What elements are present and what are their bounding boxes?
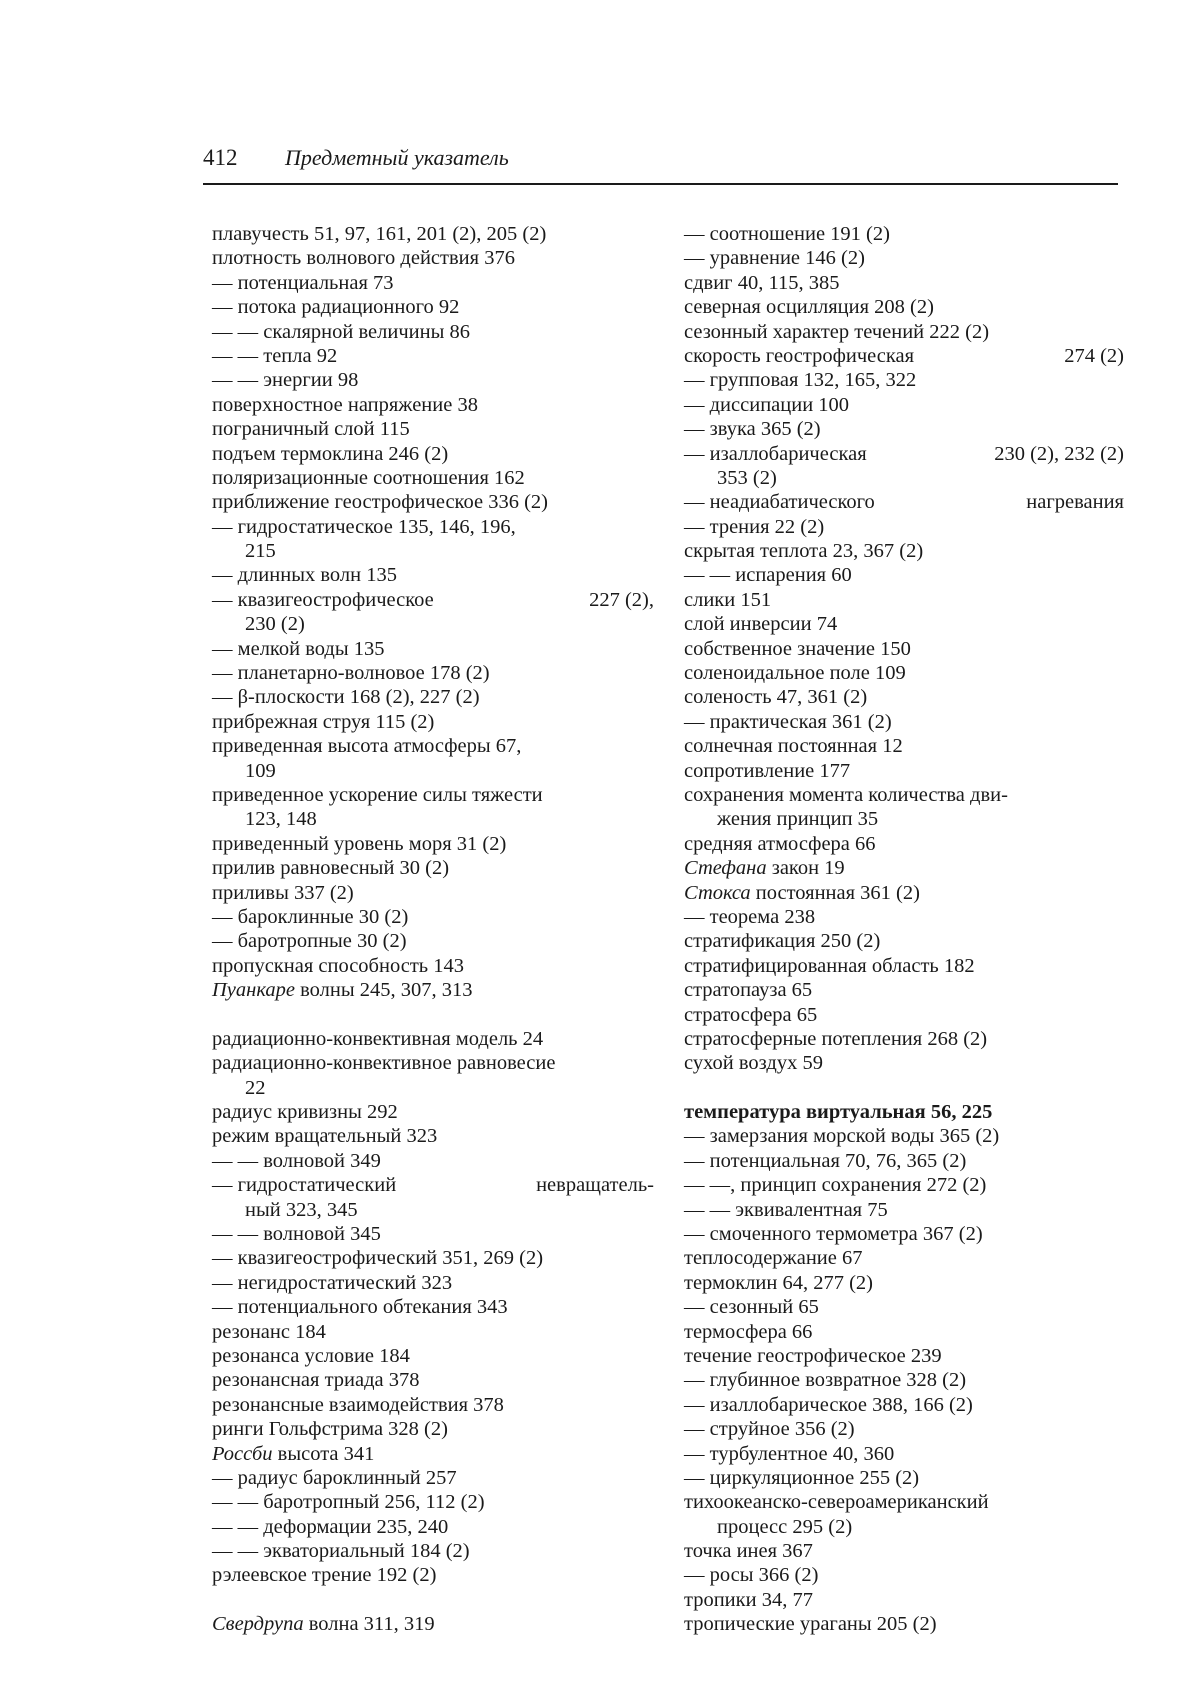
index-entry <box>212 905 654 929</box>
index-entry-text: прибрежная струя 115 (2) <box>212 710 435 733</box>
index-entry <box>684 466 1124 490</box>
index-entry-text: — — тепла 92 <box>212 344 338 367</box>
index-entry-text: стратопауза 65 <box>684 979 813 1002</box>
index-entry <box>212 1051 654 1075</box>
index-entry <box>684 685 1124 709</box>
index-entry-text: — циркуляционное 255 (2) <box>684 1466 920 1489</box>
index-entry-text: солнечная постоянная 12 <box>684 735 903 758</box>
index-entry-text: резонансная триада 378 <box>212 1369 420 1392</box>
index-entry <box>212 856 654 880</box>
index-entry <box>684 344 1124 368</box>
index-entry <box>212 783 654 807</box>
index-entry <box>684 563 1124 587</box>
index-entry-text: радиационно-конвективная модель 24 <box>212 1027 544 1050</box>
index-entry <box>212 417 654 441</box>
index-entry-text: — замерзания морской воды 365 (2) <box>684 1125 1000 1148</box>
index-entry-text: тропики 34, 77 <box>684 1588 813 1611</box>
index-entry <box>212 1515 654 1539</box>
index-entry-text: слики 151 <box>684 588 772 611</box>
index-entry <box>684 978 1124 1002</box>
index-entry-text: средняя атмосфера 66 <box>684 832 876 855</box>
index-entry <box>212 1490 654 1514</box>
index-entry <box>212 1027 654 1051</box>
index-section-gap <box>212 1588 654 1612</box>
index-entry <box>684 490 1124 514</box>
index-entry-text: стратосфера 65 <box>684 1003 818 1026</box>
index-entry <box>684 1246 1124 1270</box>
index-entry <box>212 1295 654 1319</box>
index-entry-text: приближение геострофическое 336 (2) <box>212 491 548 514</box>
index-entry-text: ринги Гольфстрима 328 (2) <box>212 1418 448 1441</box>
index-entry-text: приливы 337 (2) <box>212 881 354 904</box>
index-entry <box>684 1368 1124 1392</box>
index-entry <box>684 783 1124 807</box>
index-entry <box>212 1149 654 1173</box>
index-entry <box>212 710 654 734</box>
index-entry-text: — длинных волн 135 <box>212 564 397 587</box>
index-entry-text: пропускная способность 143 <box>212 954 464 977</box>
index-entry <box>212 1539 654 1563</box>
index-entry <box>212 320 654 344</box>
index-entry-text: подъем термоклина 246 (2) <box>212 442 449 465</box>
index-entry-part: 227 (2), <box>589 588 654 611</box>
index-entry <box>684 1344 1124 1368</box>
index-entry <box>212 1100 654 1124</box>
index-entry <box>684 1027 1124 1051</box>
index-entry <box>212 637 654 661</box>
index-entry-text: — гидростатическое 135, 146, 196, <box>212 515 516 538</box>
index-entry <box>212 466 654 490</box>
index-entry-text: соленость 47, 361 (2) <box>684 686 868 709</box>
index-entry-text: — бароклинные 30 (2) <box>212 905 409 928</box>
header-rule <box>203 183 1118 185</box>
index-entry <box>684 856 1124 880</box>
index-entry <box>212 1271 654 1295</box>
index-entry-text: — негидростатический 323 <box>212 1271 453 1294</box>
index-entry-part: 274 (2) <box>1064 344 1124 367</box>
index-entry <box>684 442 1124 466</box>
index-entry-text: волна 311, 319 <box>303 1613 435 1636</box>
index-entry <box>212 978 654 1002</box>
index-entry <box>684 1149 1124 1173</box>
index-entry-text: волны 245, 307, 313 <box>295 979 473 1002</box>
index-entry <box>212 832 654 856</box>
index-entry-text: — радиус бароклинный 257 <box>212 1466 457 1489</box>
index-entry-text: — смоченного термометра 367 (2) <box>684 1223 983 1246</box>
index-entry-name: Пуанкаре <box>212 979 296 1002</box>
index-entry-text: 22 <box>245 1076 266 1099</box>
index-entry-part: 230 (2), 232 (2) <box>994 442 1124 465</box>
index-entry <box>684 1198 1124 1222</box>
index-entry-text: теплосодержание 67 <box>684 1247 863 1270</box>
index-entry <box>684 271 1124 295</box>
index-entry-text: приведенное ускорение силы тяжести <box>212 783 543 806</box>
index-entry-text: — струйное 356 (2) <box>684 1418 855 1441</box>
index-entry-part: — неадиабатического <box>684 491 875 514</box>
index-entry <box>684 320 1124 344</box>
index-entry <box>684 246 1124 270</box>
index-entry <box>212 1246 654 1270</box>
index-entry-text: — — волновой 349 <box>212 1149 381 1172</box>
index-entry-text: — — эквивалентная 75 <box>684 1198 888 1221</box>
index-entry-text: — сезонный 65 <box>684 1296 819 1319</box>
index-entry <box>684 881 1124 905</box>
index-entry-text: сухой воздух 59 <box>684 1052 823 1075</box>
index-entry <box>212 1417 654 1441</box>
index-entry-text: сохранения момента количества дви- <box>684 783 1008 806</box>
index-entry-text: — трения 22 (2) <box>684 515 825 538</box>
index-entry <box>684 637 1124 661</box>
index-entry-name: Стокса <box>684 881 751 904</box>
index-entry-text: прилив равновесный 30 (2) <box>212 857 450 880</box>
index-entry <box>684 929 1124 953</box>
index-entry <box>684 222 1124 246</box>
index-entry-text: собственное значение 150 <box>684 637 911 660</box>
index-entry <box>684 1563 1124 1587</box>
index-entry <box>212 1173 654 1197</box>
index-entry-text: — потенциальная 73 <box>212 271 394 294</box>
index-entry-text: 230 (2) <box>245 613 305 636</box>
index-entry-text: сопротивление 177 <box>684 759 851 782</box>
index-entry-part: — гидростатический <box>212 1174 397 1197</box>
index-entry <box>212 1368 654 1392</box>
index-column-right <box>684 222 1124 1637</box>
index-entry-text: — потенциального обтекания 343 <box>212 1296 508 1319</box>
index-entry-text: — — деформации 235, 240 <box>212 1515 449 1538</box>
index-entry <box>684 1003 1124 1027</box>
index-entry-text: — мелкой воды 135 <box>212 637 385 660</box>
index-entry <box>684 1124 1124 1148</box>
index-entry-text: — уравнение 146 (2) <box>684 247 865 270</box>
index-entry <box>684 295 1124 319</box>
index-entry-text: высота 341 <box>272 1442 375 1465</box>
index-entry <box>684 1490 1124 1514</box>
index-column-left <box>212 222 654 1637</box>
index-entry <box>212 929 654 953</box>
index-entry-text: резонансные взаимодействия 378 <box>212 1393 504 1416</box>
index-entry-text: точка инея 367 <box>684 1540 813 1563</box>
index-entry-text: поляризационные соотношения 162 <box>212 466 525 489</box>
index-entry-part: нагревания <box>1026 491 1124 514</box>
index-entry-text: резонанс 184 <box>212 1320 326 1343</box>
page-number: 412 <box>203 145 238 170</box>
index-entry-text: — соотношение 191 (2) <box>684 223 890 245</box>
index-entry-text: радиус кривизны 292 <box>212 1101 398 1124</box>
running-title: Предметный указатель <box>285 145 509 170</box>
index-entry-text: — теорема 238 <box>684 905 816 928</box>
index-entry <box>684 393 1124 417</box>
index-entry-text: соленоидальное поле 109 <box>684 662 906 685</box>
index-entry <box>212 1612 654 1636</box>
index-entry <box>212 807 654 831</box>
index-entry-text: — баротропные 30 (2) <box>212 930 407 953</box>
index-entry <box>684 1393 1124 1417</box>
index-entry-part: приведенная высота атмосферы 67, <box>212 735 522 758</box>
index-entry <box>684 1051 1124 1075</box>
index-entry <box>212 246 654 270</box>
index-entry-text: — потенциальная 70, 76, 365 (2) <box>684 1149 967 1172</box>
index-entry <box>684 1612 1124 1636</box>
index-entry-text: 123, 148 <box>245 808 317 831</box>
index-entry <box>684 1442 1124 1466</box>
index-entry <box>684 417 1124 441</box>
index-entry-text: плотность волнового действия 376 <box>212 247 515 270</box>
index-entry <box>684 1417 1124 1441</box>
index-entry <box>212 685 654 709</box>
index-entry-text: — квазигеострофический 351, 269 (2) <box>212 1247 544 1270</box>
index-entry <box>212 1198 654 1222</box>
index-entry-text: поверхностное напряжение 38 <box>212 393 478 416</box>
index-entry <box>684 1588 1124 1612</box>
index-entry-text: стратификация 250 (2) <box>684 930 881 953</box>
index-entry-text: режим вращательный 323 <box>212 1125 438 1148</box>
index-entry-text: — изаллобарическое 388, 166 (2) <box>684 1393 973 1416</box>
index-entry-text: — — испарения 60 <box>684 564 852 587</box>
index-entry-text: — глубинное возвратное 328 (2) <box>684 1369 967 1392</box>
index-entry-text: — диссипации 100 <box>684 393 850 416</box>
index-entry <box>212 563 654 587</box>
index-entry <box>212 661 654 685</box>
index-entry <box>212 344 654 368</box>
index-entry <box>212 1393 654 1417</box>
index-entry <box>212 1222 654 1246</box>
index-entry <box>684 1515 1124 1539</box>
index-entry-name: Стефана <box>684 857 767 880</box>
index-entry-text: пограничный слой 115 <box>212 418 410 441</box>
index-entry-text: стратосферные потепления 268 (2) <box>684 1027 988 1050</box>
index-entry-text: радиационно-конвективное равновесие <box>212 1052 556 1075</box>
index-section-gap <box>684 1076 1124 1100</box>
index-entry <box>212 515 654 539</box>
index-entry <box>684 515 1124 539</box>
index-entry-text: температура виртуальная 56, 225 <box>684 1101 993 1124</box>
index-entry <box>212 1124 654 1148</box>
index-entry-name: Свердрупа <box>212 1613 304 1636</box>
index-entry-text: — звука 365 (2) <box>684 418 821 441</box>
index-entry <box>684 539 1124 563</box>
index-entry <box>684 1466 1124 1490</box>
index-entry-text: тихоокеанско-североамериканский <box>684 1491 989 1514</box>
index-entry-text: плавучесть 51, 97, 161, 201 (2), 205 (2) <box>212 223 547 245</box>
index-entry-text: сезонный характер течений 222 (2) <box>684 320 990 343</box>
index-entry-text: — практическая 361 (2) <box>684 710 892 733</box>
index-entry <box>684 734 1124 758</box>
index-entry <box>684 588 1124 612</box>
index-entry-text: ный 323, 345 <box>245 1198 358 1221</box>
index-entry <box>684 832 1124 856</box>
index-entry-text: тропические ураганы 205 (2) <box>684 1613 937 1636</box>
index-entry-text: — планетарно-волновое 178 (2) <box>212 662 490 685</box>
index-entry <box>684 1222 1124 1246</box>
index-entry-text: — — энергии 98 <box>212 369 359 392</box>
index-entry-name: Россби <box>212 1442 273 1465</box>
index-entry <box>212 393 654 417</box>
index-entry-text: 109 <box>245 759 276 782</box>
index-entry-text: стратифицированная область 182 <box>684 954 975 977</box>
index-entry-text: — — баротропный 256, 112 (2) <box>212 1491 485 1514</box>
index-entry <box>684 759 1124 783</box>
index-entry <box>684 1173 1124 1197</box>
index-entry <box>212 734 654 758</box>
index-entry-text: термосфера 66 <box>684 1320 813 1343</box>
index-entry-text: — — волновой 345 <box>212 1223 381 1246</box>
index-entry <box>684 905 1124 929</box>
index-entry-text: приведенный уровень моря 31 (2) <box>212 832 507 855</box>
index-entry <box>212 1466 654 1490</box>
index-entry-part: скорость геострофическая <box>684 344 915 367</box>
index-entry-text: 353 (2) <box>717 466 777 489</box>
index-entry-text: северная осцилляция 208 (2) <box>684 296 934 319</box>
index-entry <box>212 295 654 319</box>
index-entry <box>684 1539 1124 1563</box>
index-entry-text: термоклин 64, 277 (2) <box>684 1271 874 1294</box>
index-entry <box>212 1442 654 1466</box>
index-entry <box>684 1271 1124 1295</box>
index-entry-text: процесс 295 (2) <box>717 1515 853 1538</box>
index-entry-text: — — экваториальный 184 (2) <box>212 1540 470 1563</box>
index-entry-text: — потока радиационного 92 <box>212 296 460 319</box>
index-entry <box>212 539 654 563</box>
index-entry <box>212 1076 654 1100</box>
index-entry-part: — квазигеострофическое <box>212 588 434 611</box>
index-entry <box>212 490 654 514</box>
index-entry-text: — турбулентное 40, 360 <box>684 1442 895 1465</box>
index-entry-text: резонанса условие 184 <box>212 1344 410 1367</box>
index-entry <box>684 954 1124 978</box>
index-entry-text: жения принцип 35 <box>717 808 879 831</box>
index-entry <box>212 1320 654 1344</box>
index-entry-part: невращатель- <box>536 1174 654 1197</box>
index-entry <box>212 759 654 783</box>
index-entry-text: слой инверсии 74 <box>684 613 838 636</box>
index-entry-text: сдвиг 40, 115, 385 <box>684 271 840 294</box>
index-entry <box>684 1320 1124 1344</box>
index-entry <box>212 954 654 978</box>
index-entry <box>212 442 654 466</box>
index-entry <box>212 271 654 295</box>
index-entry-text: постоянная 361 (2) <box>750 881 920 904</box>
index-entry-text: — групповая 132, 165, 322 <box>684 369 917 392</box>
index-entry-text: — β-плоскости 168 (2), 227 (2) <box>212 686 480 709</box>
index-entry <box>684 1295 1124 1319</box>
index-entry-text: скрытая теплота 23, 367 (2) <box>684 540 924 563</box>
index-entry <box>212 612 654 636</box>
index-entry-text: течение геострофическое 239 <box>684 1344 942 1367</box>
index-entry <box>684 368 1124 392</box>
index-entry <box>212 1563 654 1587</box>
index-entry-text: — — скалярной величины 86 <box>212 320 471 343</box>
index-entry <box>684 710 1124 734</box>
index-entry-text: — —, принцип сохранения 272 (2) <box>684 1174 987 1197</box>
index-entry-text: рэлеевское трение 192 (2) <box>212 1564 437 1587</box>
index-entry <box>212 588 654 612</box>
index-entry <box>684 1100 1124 1124</box>
index-entry-text: — росы 366 (2) <box>684 1564 819 1587</box>
index-entry-text: закон 19 <box>766 857 845 880</box>
index-entry <box>684 612 1124 636</box>
index-entry-text: 215 <box>245 540 276 563</box>
index-entry <box>212 1344 654 1368</box>
page-header <box>203 145 1118 185</box>
index-entry <box>684 807 1124 831</box>
index-section-gap <box>212 1003 654 1027</box>
index-entry <box>684 661 1124 685</box>
index-entry-part: — изаллобарическая <box>684 442 867 465</box>
index-entry <box>212 222 654 246</box>
index-entry <box>212 368 654 392</box>
index-entry <box>212 881 654 905</box>
